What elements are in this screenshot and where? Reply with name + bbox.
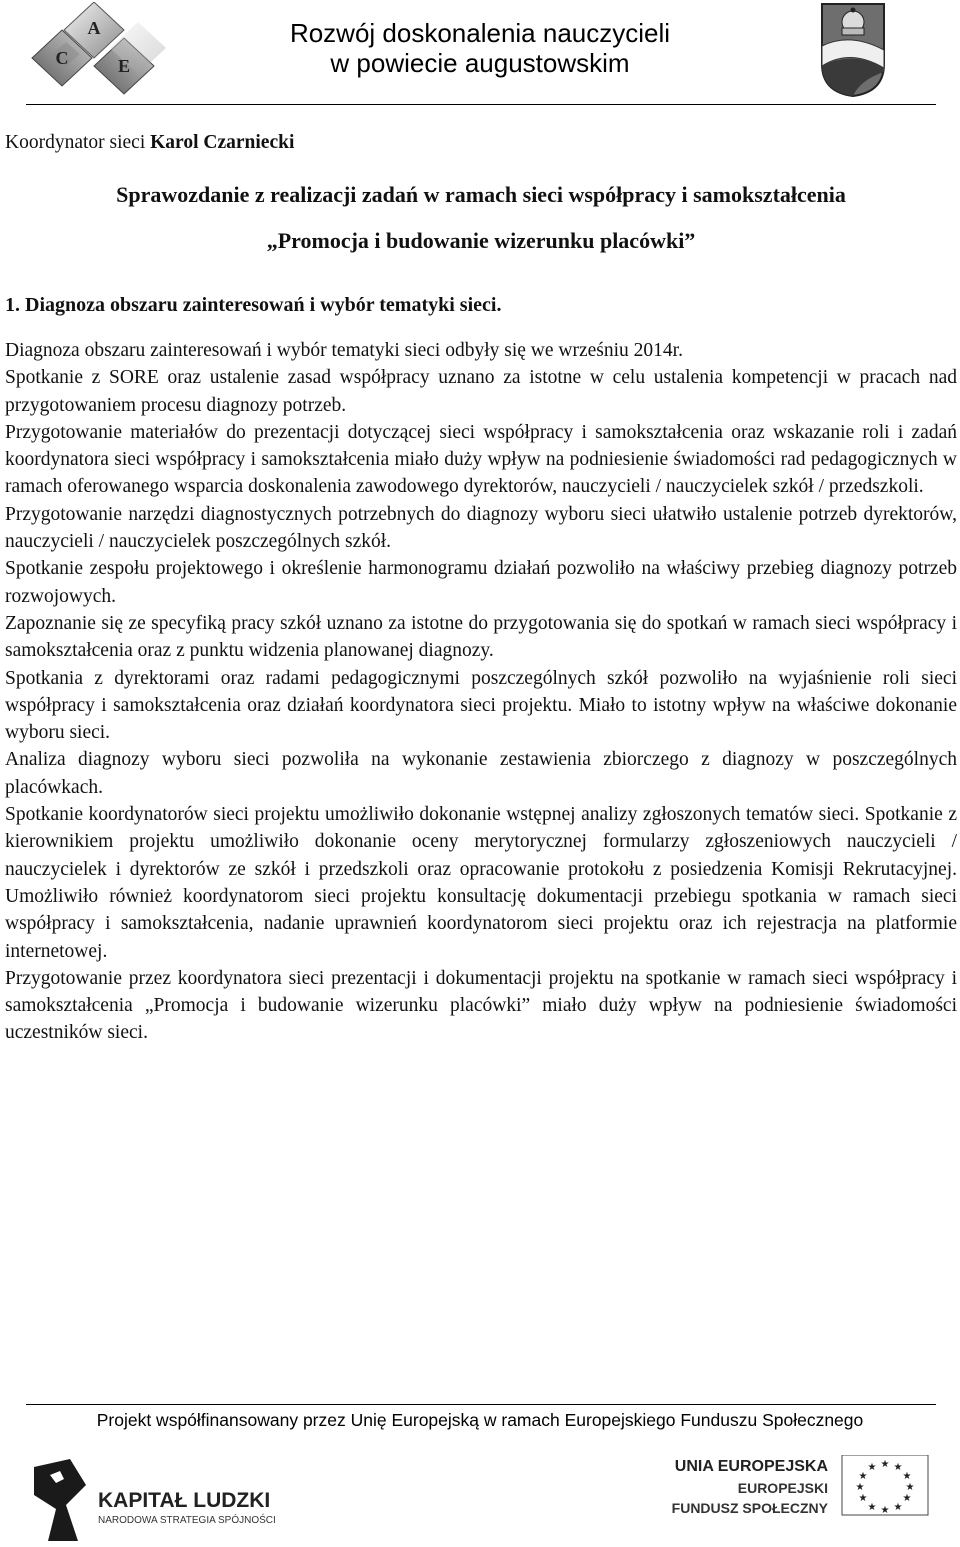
header-title xyxy=(230,18,730,78)
paragraph: Analiza diagnozy wyboru sieci pozwoliła na wykonanie zestawienia zbiorczego z diagnozy w poszczególnych placówkach. xyxy=(5,749,957,798)
footer-funding-note: Projekt współfinansowany przez Unię Europejską w ramach Europejskiego Funduszu Społecznego xyxy=(96,1410,864,1430)
svg-text:★: ★ xyxy=(867,1462,877,1473)
svg-text:★: ★ xyxy=(858,1493,868,1504)
svg-text:★: ★ xyxy=(855,1482,865,1493)
coordinator-line xyxy=(5,132,294,154)
paragraph: Spotkanie z SORE oraz ustalenie zasad współpracy uznano za istotne w celu ustalenia kompetencji w pracach nad przygotowaniem procesu diagnozy potrzeb. xyxy=(5,367,957,416)
page-header xyxy=(0,0,960,104)
paragraph: Spotkanie zespołu projektowego i określenie harmonogramu działań pozwoliło na właściwy przebieg diagnozy potrzeb rozwojowych. xyxy=(5,558,957,607)
section-heading: 1. Diagnoza obszaru zainteresowań i wybór tematyki sieci. xyxy=(5,294,502,316)
county-crest-icon xyxy=(820,2,886,98)
svg-text:★: ★ xyxy=(902,1471,912,1482)
report-subtitle: „Promocja i budowanie wizerunku placówki” xyxy=(266,228,696,253)
logo-letter-a: A xyxy=(87,18,101,38)
report-title: Sprawozdanie z realizacji zadań w ramach sieci współpracy i samokształcenia xyxy=(116,182,846,207)
svg-text:★: ★ xyxy=(880,1505,890,1516)
eu-line1: UNIA EUROPEJSKA xyxy=(674,1458,828,1475)
svg-text:★: ★ xyxy=(867,1502,877,1513)
eu-fund-logo xyxy=(660,1455,930,1545)
coordinator-label: Koordynator sieci xyxy=(5,132,146,153)
paragraph: Spotkania z dyrektorami oraz radami pedagogicznymi poszczególnych szkół pozwoliło na wyjaśnienie roli sieci współpracy i samokształcenia oraz działań koordynatora sieci projektu. Miało to istotny wpływ na właściwe dokonanie wyboru sieci. xyxy=(5,667,957,744)
header-title-line2: w powiecie augustowskim xyxy=(330,48,630,78)
eu-line3: FUNDUSZ SPOŁECZNY xyxy=(671,1500,828,1516)
coordinator-name: Karol Czarniecki xyxy=(150,132,295,153)
footer-divider xyxy=(26,1404,936,1405)
kapital-ludzki-logo xyxy=(30,1455,300,1545)
report-text xyxy=(5,337,957,1047)
logo-letter-c: C xyxy=(55,48,69,68)
paragraph: Zapoznanie się ze specyfiką pracy szkół uznano za istotne do przygotowania się do spotkań w ramach sieci współpracy i samokształcenia oraz z punktu widzenia planowanej diagnozy. xyxy=(5,612,957,662)
svg-text:★: ★ xyxy=(905,1482,915,1493)
svg-text:★: ★ xyxy=(893,1502,903,1513)
svg-text:★: ★ xyxy=(893,1462,903,1473)
paragraph: Diagnoza obszaru zainteresowań i wybór tematyki sieci odbyły się we wrześniu 2014r. xyxy=(5,340,683,361)
kl-subtitle: NARODOWA STRATEGIA SPÓJNOŚCI xyxy=(98,1515,276,1526)
header-title-line1: Rozwój doskonalenia nauczycieli xyxy=(289,18,671,48)
paragraph: Przygotowanie przez koordynatora sieci prezentacji i dokumentacji projektu na spotkanie w ramach sieci współpracy i samokształcenia „Promocja i budowanie wizerunku placówki” miało duży wpływ na podniesienie świadomości uczestników sieci. xyxy=(5,967,957,1044)
kl-title: KAPITAŁ LUDZKI xyxy=(98,1489,271,1512)
paragraph: Spotkanie koordynatorów sieci projektu umożliwiło dokonanie wstępnej analizy zgłoszonych tematów sieci. Spotkanie z kierownikiem projektu umożliwiło dokonanie oceny merytorycznej formularzy zgłoszeniowych nauczycieli / nauczycielek i dyrektorów ze szkół i przedszkoli oraz opracowanie protokołu z posiedzenia Komisji Rekrutacyjnej. Umożliwiło również koordynatorom sieci projektu konsultację dokumentacji przebiegu spotkania w ramach sieci współpracy i samokształcenia, nadanie uprawnień koordynatorom sieci projektu oraz ich rejestracja na platformie internetowej. xyxy=(5,804,957,962)
paragraph: Przygotowanie narzędzi diagnostycznych potrzebnych do diagnozy wyboru sieci ułatwiło ustalenie potrzeb dyrektorów, nauczycieli / nauczycielek poszczególnych szkół. xyxy=(5,503,957,553)
svg-text:★: ★ xyxy=(858,1471,868,1482)
eu-line2: EUROPEJSKI xyxy=(737,1480,828,1496)
svg-text:★: ★ xyxy=(902,1493,912,1504)
paragraph: Przygotowanie materiałów do prezentacji dotyczącej sieci współpracy i samokształcenia oraz wskazanie roli i zadań koordynatora sieci współpracy i samokształcenia miało duży wpływ na podniesienie świadomości rad pedagogicznych w ramach oferowanego wsparcia doskonalenia zawodowego dyrektorów, nauczycieli / nauczycielek szkół / przedszkoli. xyxy=(5,421,957,498)
logo-letter-e: E xyxy=(117,56,131,76)
cae-logo xyxy=(28,2,178,98)
svg-text:★: ★ xyxy=(880,1459,890,1470)
header-divider xyxy=(26,104,936,105)
